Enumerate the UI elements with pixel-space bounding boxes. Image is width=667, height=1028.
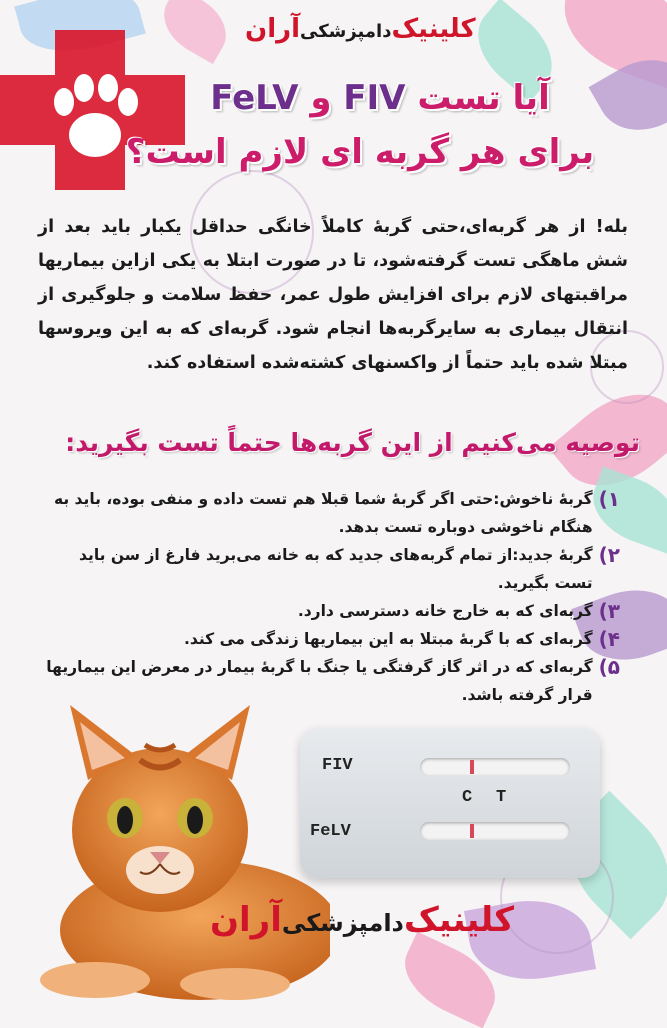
list-item-text: گربه‌ای که به خارج خانه دسترسی دارد. xyxy=(297,602,593,620)
test-window-felv xyxy=(420,822,570,840)
list-item xyxy=(40,541,620,597)
recommendation-heading: توصیه می‌کنیم از این گربه‌ها حتماً تست بگیرید: xyxy=(65,428,640,457)
logo-word-aran: آران xyxy=(245,14,300,44)
logo-word-vet: دامپزشکی xyxy=(299,21,392,42)
clinic-logo-top xyxy=(245,14,476,44)
logo-word-vet: دامپزشکی xyxy=(281,909,404,937)
intro-paragraph: بله! از هر گربه‌ای،حتی گربهٔ کاملاً خانگی حداقل یکبار باید بعد از شش ماهگی تست گرفته‌شود، تا در صورت ابتلا به یکی ازاین بیماریها مراقبتهای لازم برای افزایش طول عمر، حفظ سلامت و جلوگیری از انتقال بیماری به سایرگربه‌ها انجام شود. گربه‌ای که به این ویروسها مبتلا شده باید حتماً از واکسنهای کشته‌شده استفاده کند. xyxy=(38,217,628,373)
logo-word-aran: آران xyxy=(210,900,282,940)
list-item-number: ۱) xyxy=(598,487,620,511)
cat-illustration xyxy=(0,700,330,1000)
title-felv: FeLV xyxy=(210,78,299,118)
logo-word-clinic: کلینیک xyxy=(403,900,514,940)
title-prefix: آیا تست xyxy=(417,78,550,118)
logo-word-clinic: کلینیک xyxy=(391,14,476,44)
list-item-text: گربه‌ای که در اثر گاز گرفتگی یا جنگ با گربهٔ بیمار در معرض این بیماریها قرار گرفته باشد. xyxy=(46,658,593,704)
list-item xyxy=(40,597,620,625)
control-band xyxy=(470,760,474,774)
test-label-fiv: FIV xyxy=(322,756,353,775)
list-item-text: گربهٔ جدید:از تمام گربه‌های جدید که به خانه می‌برید فارغ از سن باید تست بگیرید. xyxy=(79,546,593,592)
clinic-logo-bottom xyxy=(210,900,514,940)
test-kit-image xyxy=(300,728,600,878)
test-label-felv: FeLV xyxy=(310,822,351,841)
page-title-line2: برای هر گربه ای لازم است؟ xyxy=(125,132,595,172)
recommendation-list xyxy=(40,485,620,709)
list-item-number: ۳) xyxy=(598,599,620,623)
list-item xyxy=(40,625,620,653)
list-item-text: گربه‌ای که با گربهٔ مبتلا به این بیماریها زندگی می کند. xyxy=(184,630,593,648)
test-window-fiv xyxy=(420,758,570,776)
test-label-t: T xyxy=(496,788,507,807)
page-title-line1 xyxy=(150,78,610,118)
control-band xyxy=(470,824,474,838)
list-item-text: گربهٔ ناخوش:حتی اگر گربهٔ شما قبلا هم تست داده و منفی بوده، باید به هنگام ناخوشی دوباره تست بدهد. xyxy=(53,490,593,536)
title-fiv: FIV xyxy=(343,78,406,118)
title-and: و xyxy=(310,78,332,118)
test-label-c: C xyxy=(462,788,473,807)
list-item-number: ۵) xyxy=(598,655,620,679)
list-item-number: ۲) xyxy=(598,543,620,567)
list-item xyxy=(40,485,620,541)
list-item-number: ۴) xyxy=(598,627,620,651)
